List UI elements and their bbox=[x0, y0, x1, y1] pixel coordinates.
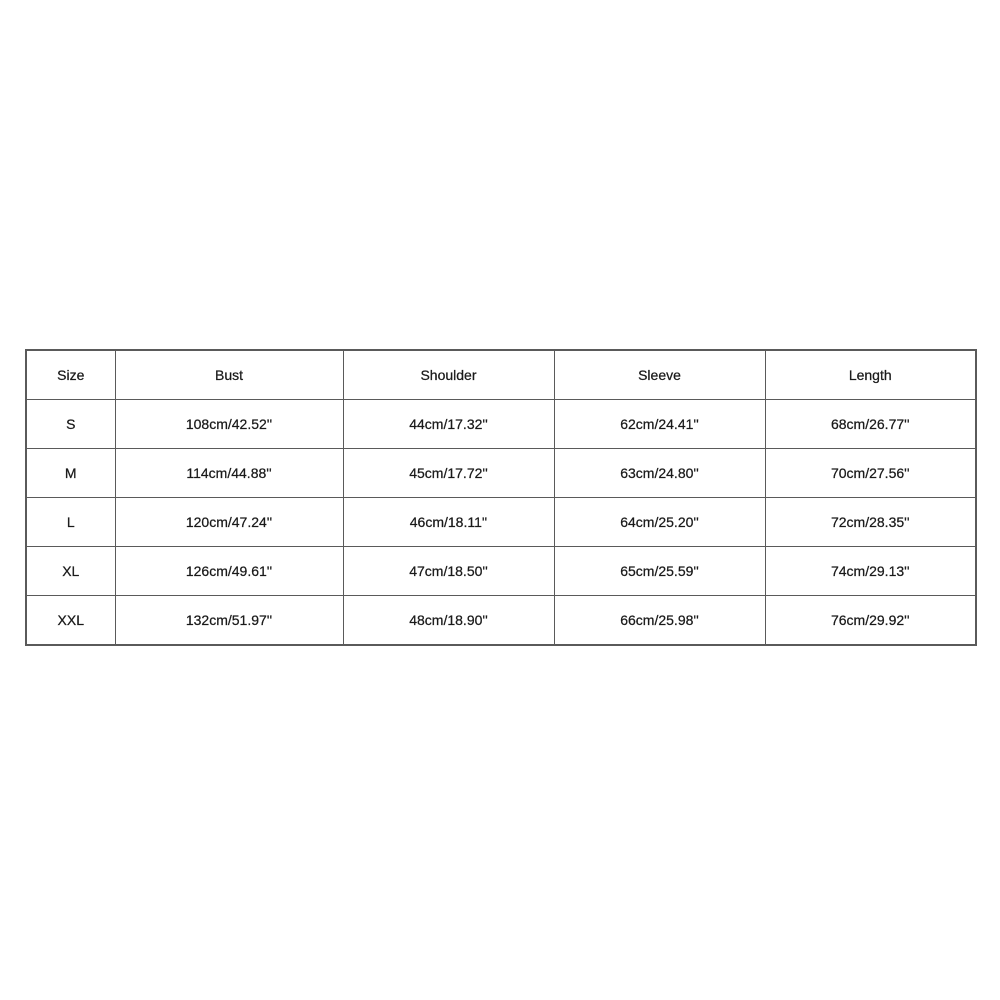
column-header-length: Length bbox=[765, 350, 976, 400]
length-cell: 70cm/27.56'' bbox=[765, 449, 976, 498]
table-row bbox=[26, 498, 976, 547]
size-cell: XXL bbox=[26, 596, 115, 646]
column-header-sleeve: Sleeve bbox=[554, 350, 765, 400]
bust-cell: 108cm/42.52'' bbox=[115, 400, 343, 449]
size-chart-table bbox=[25, 349, 977, 646]
column-header-size: Size bbox=[26, 350, 115, 400]
sleeve-cell: 64cm/25.20'' bbox=[554, 498, 765, 547]
length-cell: 72cm/28.35'' bbox=[765, 498, 976, 547]
sleeve-cell: 65cm/25.59'' bbox=[554, 547, 765, 596]
bust-cell: 120cm/47.24'' bbox=[115, 498, 343, 547]
bust-cell: 114cm/44.88'' bbox=[115, 449, 343, 498]
bust-cell: 126cm/49.61'' bbox=[115, 547, 343, 596]
shoulder-cell: 48cm/18.90'' bbox=[343, 596, 554, 646]
bust-cell: 132cm/51.97'' bbox=[115, 596, 343, 646]
size-cell: M bbox=[26, 449, 115, 498]
shoulder-cell: 45cm/17.72'' bbox=[343, 449, 554, 498]
sleeve-cell: 63cm/24.80'' bbox=[554, 449, 765, 498]
sleeve-cell: 62cm/24.41'' bbox=[554, 400, 765, 449]
column-header-bust: Bust bbox=[115, 350, 343, 400]
size-cell: XL bbox=[26, 547, 115, 596]
size-cell: S bbox=[26, 400, 115, 449]
shoulder-cell: 46cm/18.11'' bbox=[343, 498, 554, 547]
table-row bbox=[26, 449, 976, 498]
table-row bbox=[26, 596, 976, 646]
sleeve-cell: 66cm/25.98'' bbox=[554, 596, 765, 646]
length-cell: 74cm/29.13'' bbox=[765, 547, 976, 596]
shoulder-cell: 44cm/17.32'' bbox=[343, 400, 554, 449]
header-row bbox=[26, 350, 976, 400]
length-cell: 68cm/26.77'' bbox=[765, 400, 976, 449]
table-row bbox=[26, 547, 976, 596]
table-row bbox=[26, 400, 976, 449]
column-header-shoulder: Shoulder bbox=[343, 350, 554, 400]
length-cell: 76cm/29.92'' bbox=[765, 596, 976, 646]
shoulder-cell: 47cm/18.50'' bbox=[343, 547, 554, 596]
size-cell: L bbox=[26, 498, 115, 547]
